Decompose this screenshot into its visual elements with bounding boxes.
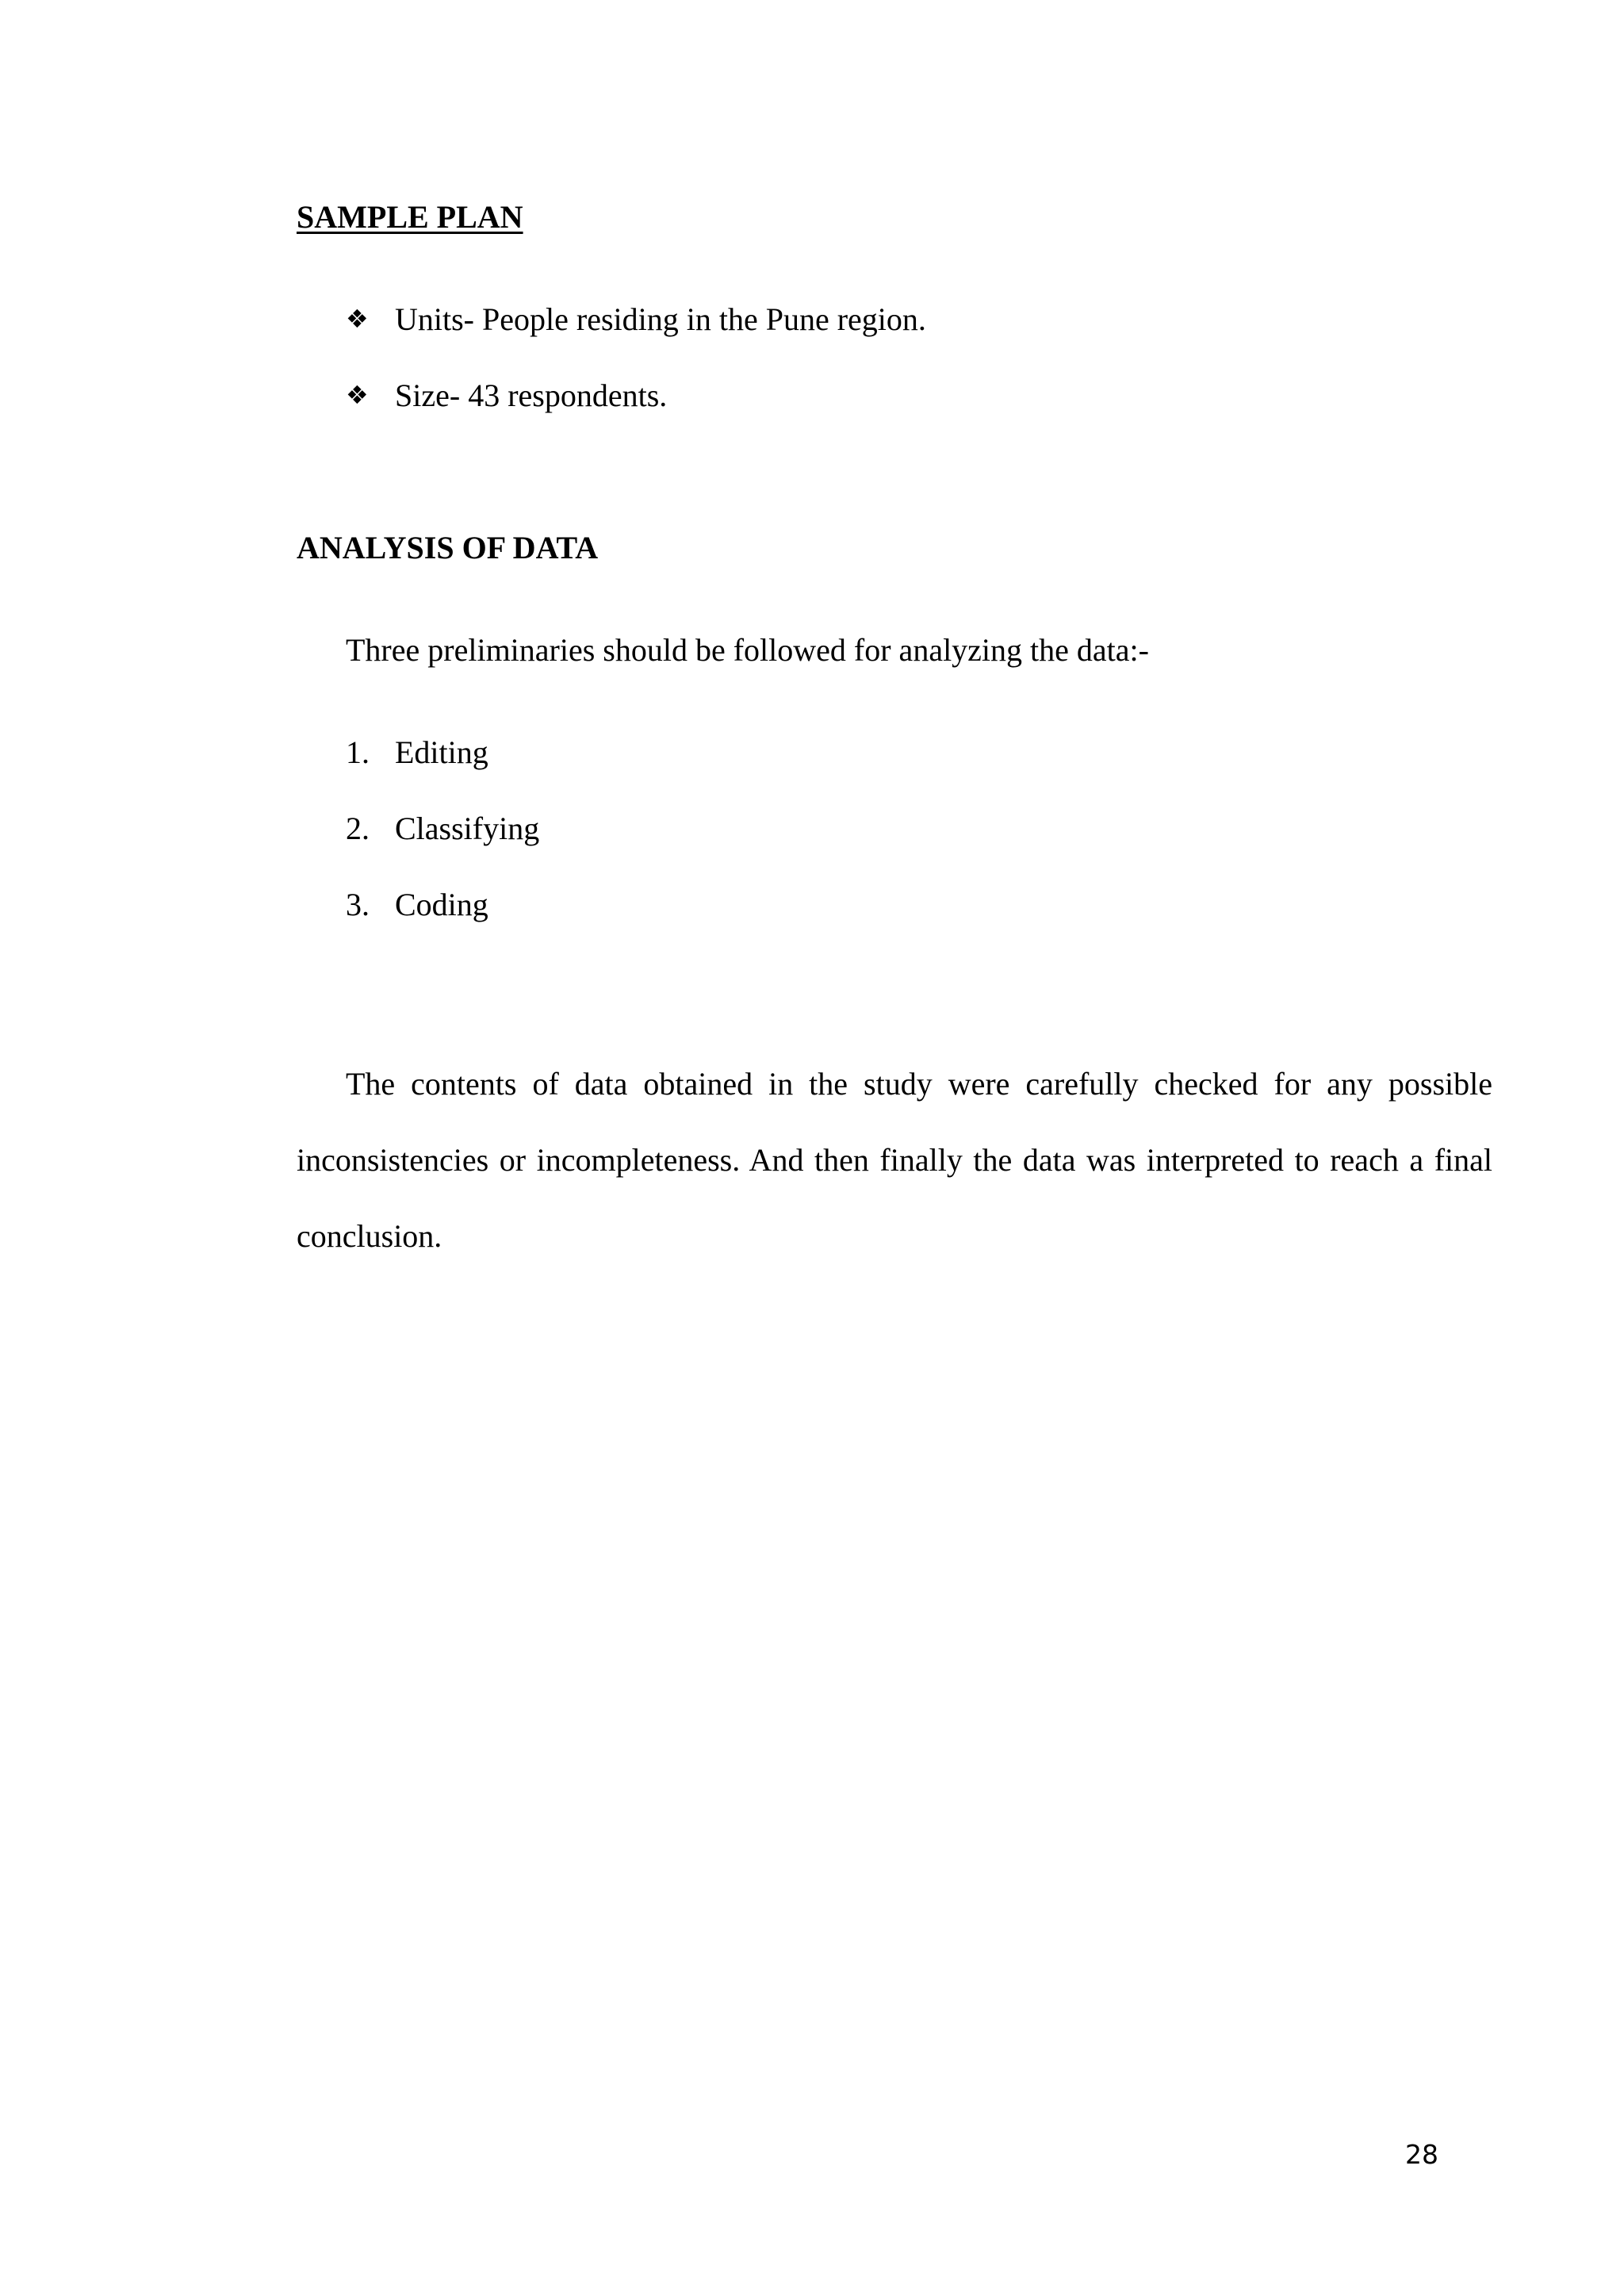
diamond-bullet-icon: ❖ [346,304,369,334]
step-number: 1. [346,734,370,770]
step-item-editing [346,734,488,770]
step-label: Coding [395,887,488,922]
step-number: 2. [346,811,370,846]
sample-plan-heading: SAMPLE PLAN [297,199,523,235]
analysis-paragraph: The contents of data obtained in the study were carefully checked for any possible inconsistencies or incompleteness. And then finally the data was interpreted to reach a final conclusion. [297,1066,1492,1254]
analysis-of-data-heading: ANALYSIS OF DATA [297,530,599,565]
page-number: 28 [1405,2139,1438,2170]
step-item-coding [346,889,488,921]
step-label: Editing [395,734,488,770]
bullet-item-units [346,301,926,337]
bullet-text-units: Units- People residing in the Pune region. [395,301,926,337]
step-number: 3. [346,887,370,922]
bullet-item-size [346,380,667,412]
analysis-intro-text: Three preliminaries should be followed for analyzing the data:- [346,632,1149,668]
diamond-bullet-icon: ❖ [346,380,369,410]
bullet-text-size: Size- 43 respondents. [395,378,668,413]
step-label: Classifying [395,811,540,846]
step-item-classifying [346,813,539,845]
